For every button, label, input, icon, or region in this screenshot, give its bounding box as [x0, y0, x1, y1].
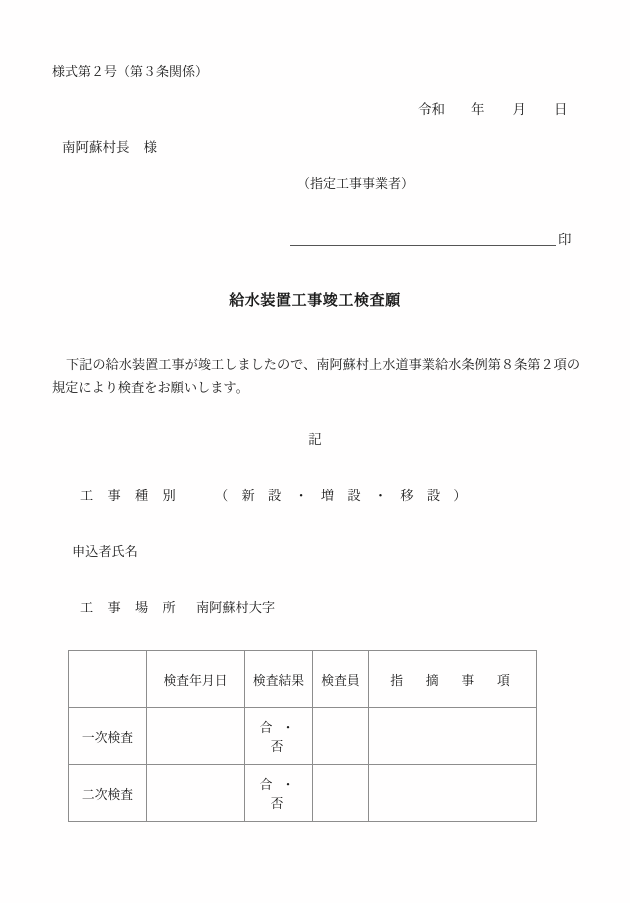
table-header-inspection-result: 検査結果: [245, 651, 313, 708]
date-year-unit: 年: [471, 102, 485, 117]
table-row: [69, 765, 537, 822]
cell-remarks-first-inspection[interactable]: [369, 708, 537, 765]
table-header-remarks: 指 摘 事 項: [369, 651, 537, 708]
row-label-first-inspection: 一次検査: [69, 708, 147, 765]
date-line: [418, 100, 568, 120]
table-header-row: [69, 651, 537, 708]
cell-inspector-first-inspection[interactable]: [313, 708, 369, 765]
date-era: 令和: [418, 102, 445, 117]
seal-mark: 印: [558, 232, 572, 247]
date-day-unit: 日: [554, 102, 568, 117]
field-value-work-type: （ 新 設 ・ 増 設 ・ 移 設 ）: [215, 488, 472, 503]
row-label-second-inspection: 二次検査: [69, 765, 147, 822]
signature-rule: [290, 245, 556, 246]
table-header-inspector: 検査員: [313, 651, 369, 708]
page-title: 給水装置工事竣工検査願: [229, 293, 401, 309]
cell-result-first-inspection[interactable]: 合 ・ 否: [245, 708, 313, 765]
date-month-unit: 月: [512, 102, 526, 117]
body-paragraph: 下記の給水装置工事が竣工しましたので、南阿蘇村上水道事業給水条例第８条第２項の規定により検査をお願いします。: [52, 357, 581, 396]
table-row: [69, 708, 537, 765]
addressee-honorific: 様: [143, 140, 157, 155]
cell-date-second-inspection[interactable]: [147, 765, 245, 822]
cell-result-second-inspection[interactable]: 合 ・ 否: [245, 765, 313, 822]
field-label-applicant-name: 申込者氏名: [72, 544, 138, 559]
form-number: 様式第２号（第３条関係）: [52, 64, 209, 79]
field-label-work-site: 工 事 場 所: [80, 600, 182, 615]
cell-inspector-second-inspection[interactable]: [313, 765, 369, 822]
cell-date-first-inspection[interactable]: [147, 708, 245, 765]
table-header-inspection-date: 検査年月日: [147, 651, 245, 708]
field-label-work-type: 工 事 種 別: [80, 488, 182, 503]
addressee: [62, 138, 157, 158]
field-value-work-site: 南阿蘇村大字: [196, 600, 276, 615]
inspection-table: [68, 650, 537, 822]
contractor-label: （指定工事事業者）: [297, 176, 415, 191]
addressee-name: 南阿蘇村長: [62, 140, 130, 155]
cell-remarks-second-inspection[interactable]: [369, 765, 537, 822]
ki-marker: 記: [308, 432, 322, 447]
table-header-blank: [69, 651, 147, 708]
